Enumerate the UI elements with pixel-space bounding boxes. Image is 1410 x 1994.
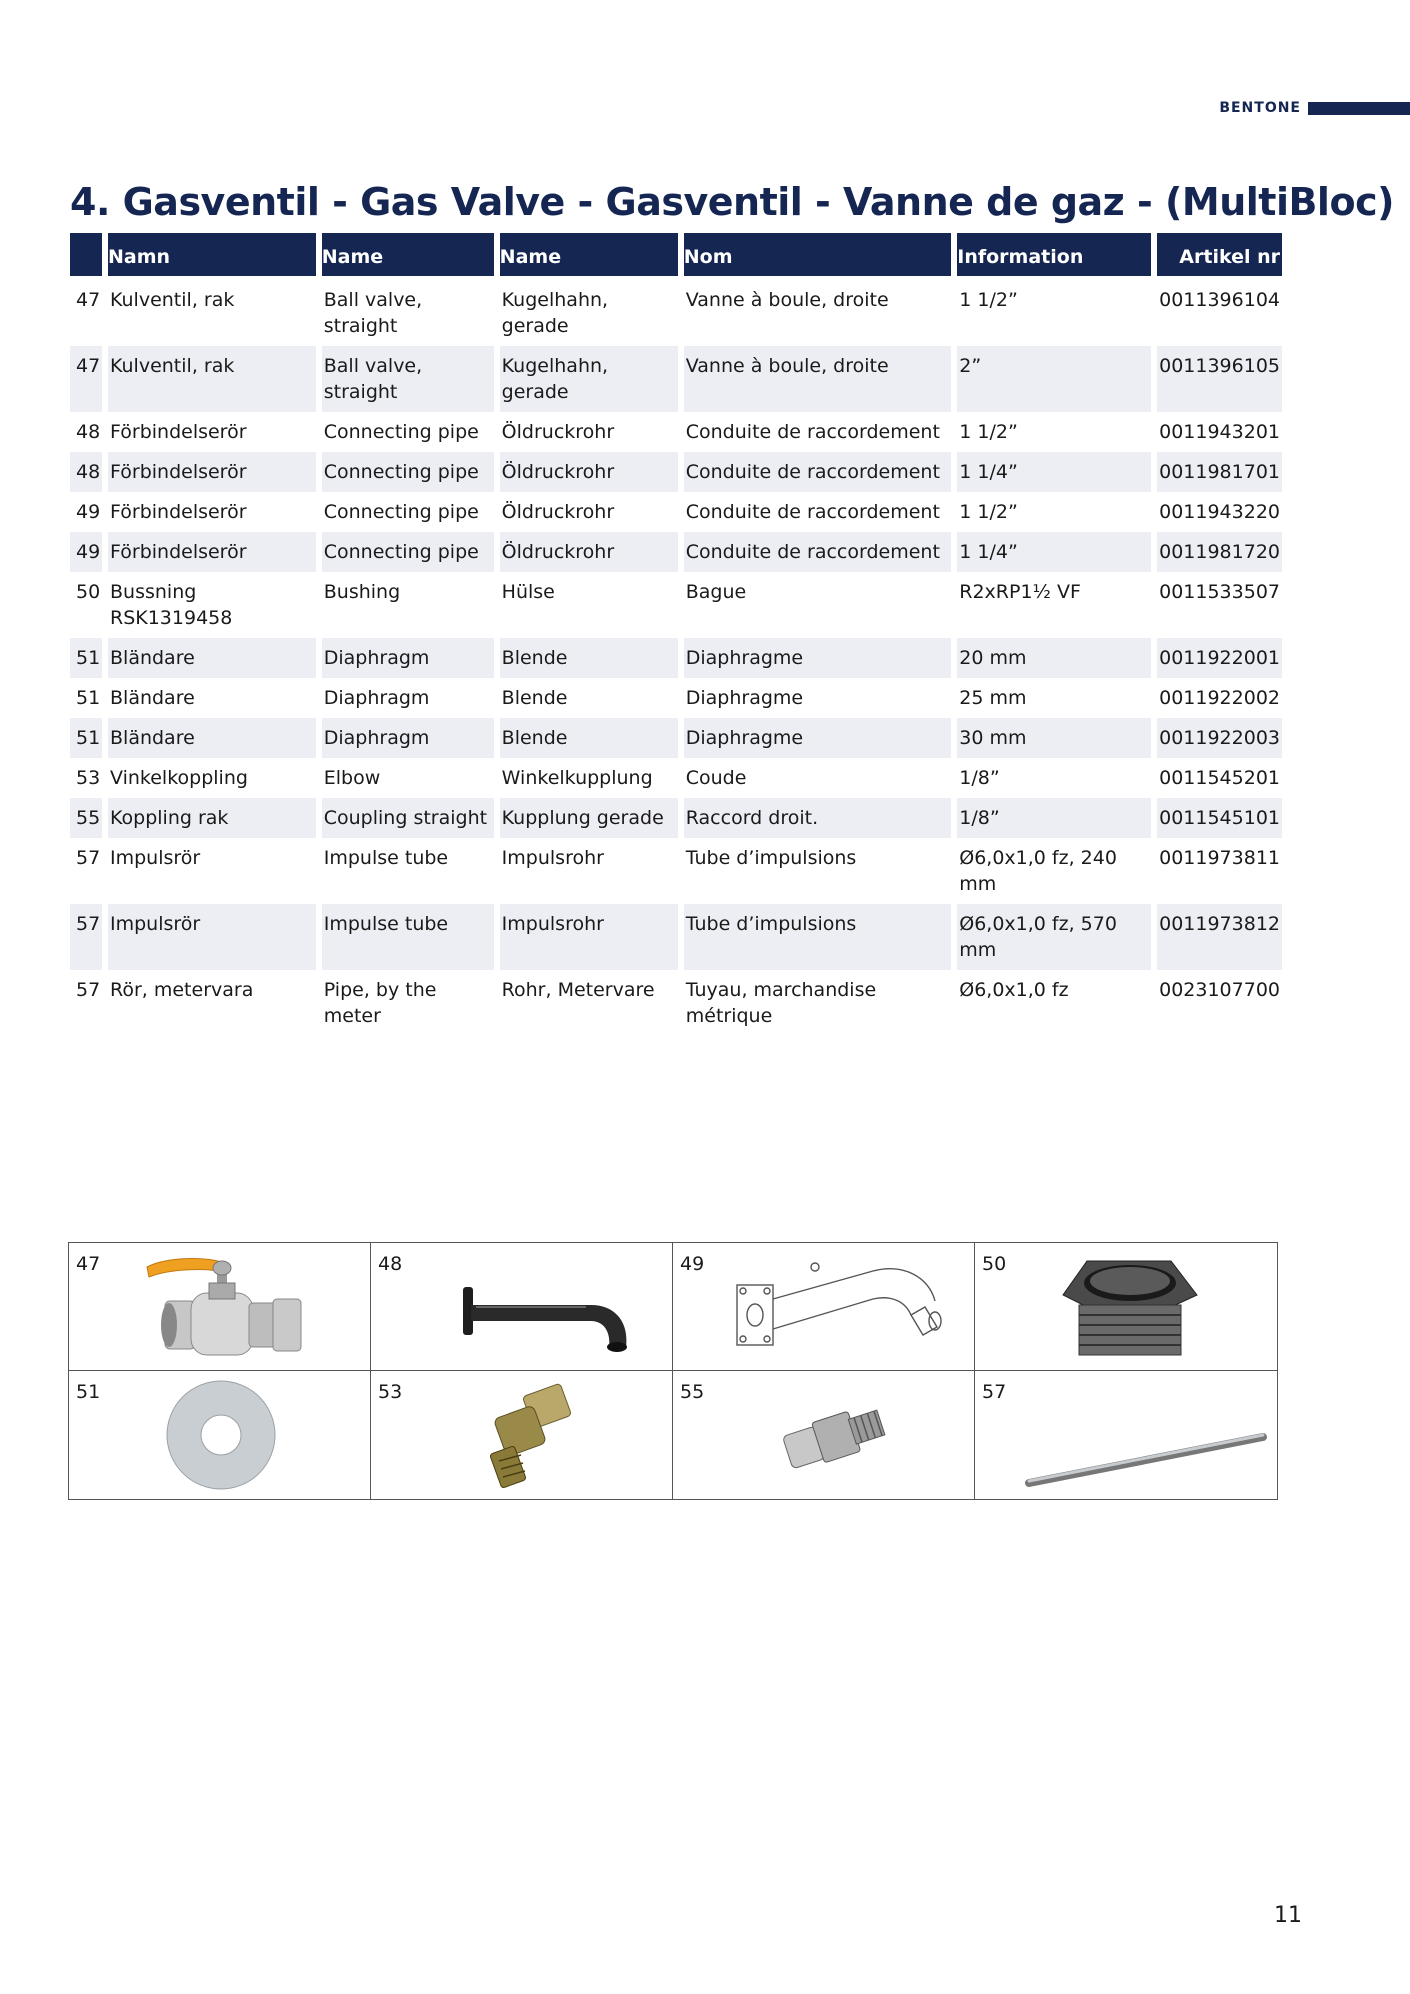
article-number-cell: 0011922002 — [1159, 687, 1280, 709]
information-cell: 1 1/4” — [957, 452, 1151, 492]
information-cell: 1 1/2” — [959, 289, 1018, 311]
namn-cell: Vinkelkoppling — [110, 767, 248, 789]
header-article-number: Artikel nr — [1157, 233, 1282, 276]
article-number-cell: 0011973811 — [1159, 847, 1280, 869]
name-de-cell: Blende — [501, 687, 568, 709]
row-number: 48 — [76, 421, 101, 443]
bushing-icon — [975, 1243, 1277, 1371]
row-number: 49 — [70, 532, 102, 572]
row-number: 51 — [70, 638, 102, 678]
article-number-cell: 0011922003 — [1157, 718, 1282, 758]
information-cell: Ø6,0x1,0 fz — [959, 979, 1069, 1001]
brand-name: BENTONE — [1219, 100, 1301, 116]
header-information: Information — [957, 233, 1151, 276]
table-row — [70, 798, 1282, 838]
image-cell-number: 55 — [680, 1381, 705, 1403]
row-number: 49 — [76, 501, 101, 523]
image-cell — [975, 1243, 1277, 1371]
name-de-cell: Blende — [500, 718, 678, 758]
nom-cell: Tuyau, marchandise métrique — [685, 979, 877, 1027]
table-row — [70, 678, 1282, 718]
table-row — [70, 838, 1282, 904]
image-cell — [371, 1371, 673, 1499]
article-number-cell: 0011943201 — [1159, 421, 1280, 443]
product-image-grid — [68, 1242, 1278, 1500]
article-number-cell: 0011396105 — [1157, 346, 1282, 412]
namn-cell: Bländare — [108, 718, 316, 758]
namn-cell: Bländare — [108, 638, 316, 678]
information-cell: Ø6,0x1,0 fz, 240 mm — [959, 847, 1117, 895]
information-cell: 25 mm — [959, 687, 1027, 709]
namn-cell: Kulventil, rak — [108, 346, 316, 412]
information-cell: 1/8” — [957, 798, 1151, 838]
namn-cell: Kulventil, rak — [110, 289, 235, 311]
article-number-cell: 0011533507 — [1159, 581, 1280, 603]
information-cell: 30 mm — [957, 718, 1151, 758]
image-cell-number: 48 — [378, 1253, 403, 1275]
name-en-cell: Connecting pipe — [323, 501, 479, 523]
name-de-cell: Hülse — [501, 581, 555, 603]
image-cell — [69, 1371, 371, 1499]
article-number-cell: 0023107700 — [1159, 979, 1280, 1001]
nom-cell: Bague — [685, 581, 747, 603]
table-row — [70, 572, 1282, 638]
image-cell-number: 53 — [378, 1381, 403, 1403]
article-number-cell: 0011973812 — [1157, 904, 1282, 970]
name-de-cell: Winkelkupplung — [501, 767, 653, 789]
table-row — [70, 412, 1282, 452]
image-cell — [69, 1243, 371, 1371]
name-en-cell: Diaphragm — [322, 638, 494, 678]
namn-cell: Förbindelserör — [110, 501, 247, 523]
name-de-cell: Kugelhahn, gerade — [500, 346, 678, 412]
nom-cell: Vanne à boule, droite — [684, 346, 952, 412]
namn-cell: Impulsrör — [110, 847, 201, 869]
nom-cell: Diaphragme — [684, 638, 952, 678]
impulse-tube-icon — [975, 1371, 1277, 1499]
table-row — [70, 492, 1282, 532]
article-number-cell: 0011981701 — [1157, 452, 1282, 492]
article-number-cell: 0011545201 — [1159, 767, 1280, 789]
name-en-cell: Pipe, by the meter — [323, 979, 437, 1027]
table-row — [70, 452, 1282, 492]
row-number: 47 — [76, 289, 101, 311]
image-cell — [975, 1371, 1277, 1499]
name-en-cell: Connecting pipe — [322, 532, 494, 572]
nom-cell: Coude — [685, 767, 747, 789]
image-cell — [673, 1371, 975, 1499]
row-number: 48 — [70, 452, 102, 492]
namn-cell: Impulsrör — [108, 904, 316, 970]
nom-cell: Diaphragme — [684, 718, 952, 758]
name-de-cell: Öldruckrohr — [501, 501, 615, 523]
page-number: 11 — [1274, 1903, 1302, 1928]
information-cell: 1 1/2” — [959, 501, 1018, 523]
table-row — [70, 346, 1282, 412]
row-number: 57 — [76, 979, 101, 1001]
image-cell-number: 57 — [982, 1381, 1007, 1403]
information-cell: 2” — [957, 346, 1151, 412]
elbow-fitting-icon — [371, 1371, 673, 1499]
header-nom: Nom — [684, 233, 952, 276]
table-row — [70, 904, 1282, 970]
row-number: 51 — [76, 687, 101, 709]
row-number: 55 — [70, 798, 102, 838]
name-de-cell: Blende — [500, 638, 678, 678]
nom-cell: Diaphragme — [685, 687, 804, 709]
table-row — [70, 638, 1282, 678]
nom-cell: Raccord droit. — [684, 798, 952, 838]
name-de-cell: Kugelhahn, gerade — [501, 289, 609, 337]
name-de-cell: Kupplung gerade — [500, 798, 678, 838]
row-number: 57 — [76, 847, 101, 869]
image-cell-number: 47 — [76, 1253, 101, 1275]
name-de-cell: Öldruckrohr — [501, 421, 615, 443]
row-number: 57 — [70, 904, 102, 970]
information-cell: 1 1/2” — [959, 421, 1018, 443]
information-cell: Ø6,0x1,0 fz, 570 mm — [957, 904, 1151, 970]
image-cell-number: 50 — [982, 1253, 1007, 1275]
nom-cell: Vanne à boule, droite — [685, 289, 889, 311]
nom-cell: Tube d’impulsions — [684, 904, 952, 970]
table-row — [70, 718, 1282, 758]
name-en-cell: Ball valve, straight — [323, 289, 423, 337]
nom-cell: Conduite de raccordement — [685, 421, 940, 443]
article-number-cell: 0011943220 — [1159, 501, 1280, 523]
image-cell-number: 51 — [76, 1381, 101, 1403]
article-number-cell: 0011545101 — [1157, 798, 1282, 838]
connecting-pipe-icon — [371, 1243, 673, 1371]
information-cell: 1 1/4” — [957, 532, 1151, 572]
namn-cell: Rör, metervara — [110, 979, 254, 1001]
name-en-cell: Bushing — [323, 581, 401, 603]
row-number: 53 — [76, 767, 101, 789]
page-title: 4. Gasventil - Gas Valve - Gasventil - Vanne de gaz - (MultiBloc) — [70, 180, 1394, 224]
image-cell-number: 49 — [680, 1253, 705, 1275]
header-number — [70, 233, 102, 276]
parts-table — [64, 233, 1288, 1036]
table-row — [70, 532, 1282, 572]
table-row — [70, 276, 1282, 346]
namn-cell: Förbindelserör — [110, 421, 247, 443]
image-cell — [673, 1243, 975, 1371]
name-de-cell: Impulsrohr — [501, 847, 604, 869]
name-en-cell: Connecting pipe — [323, 421, 479, 443]
name-de-cell: Rohr, Metervare — [501, 979, 655, 1001]
name-en-cell: Connecting pipe — [322, 452, 494, 492]
nom-cell: Conduite de raccordement — [684, 532, 952, 572]
diaphragm-washer-icon — [69, 1371, 371, 1499]
information-cell: R2xRP1½ VF — [959, 581, 1081, 603]
name-en-cell: Coupling straight — [322, 798, 494, 838]
namn-cell: Koppling rak — [108, 798, 316, 838]
name-en-cell: Impulse tube — [322, 904, 494, 970]
header-name-en: Name — [322, 233, 494, 276]
table-row — [70, 970, 1282, 1036]
image-cell — [371, 1243, 673, 1371]
parts-table-body — [70, 276, 1282, 1036]
table-header-row — [70, 233, 1282, 276]
name-en-cell: Elbow — [323, 767, 381, 789]
table-row — [70, 758, 1282, 798]
name-de-cell: Impulsrohr — [500, 904, 678, 970]
header-name-de: Name — [500, 233, 678, 276]
name-de-cell: Öldruckrohr — [500, 532, 678, 572]
article-number-cell: 0011922001 — [1157, 638, 1282, 678]
ball-valve-icon — [69, 1243, 371, 1371]
namn-cell: Förbindelserör — [108, 532, 316, 572]
information-cell: 1/8” — [959, 767, 1000, 789]
nom-cell: Conduite de raccordement — [684, 452, 952, 492]
name-en-cell: Diaphragm — [323, 687, 430, 709]
straight-coupling-icon — [673, 1371, 975, 1499]
article-number-cell: 0011981720 — [1157, 532, 1282, 572]
article-number-cell: 0011396104 — [1159, 289, 1280, 311]
nom-cell: Tube d’impulsions — [685, 847, 857, 869]
row-number: 47 — [70, 346, 102, 412]
namn-cell: Bländare — [110, 687, 195, 709]
name-en-cell: Ball valve, straight — [322, 346, 494, 412]
connecting-pipe-flange-icon — [673, 1243, 975, 1371]
row-number: 51 — [70, 718, 102, 758]
name-en-cell: Impulse tube — [323, 847, 449, 869]
brand-bar — [1308, 102, 1410, 115]
brand-header — [1219, 100, 1410, 116]
name-de-cell: Öldruckrohr — [500, 452, 678, 492]
name-en-cell: Diaphragm — [322, 718, 494, 758]
namn-cell: Bussning RSK1319458 — [110, 581, 233, 629]
nom-cell: Conduite de raccordement — [685, 501, 940, 523]
information-cell: 20 mm — [957, 638, 1151, 678]
namn-cell: Förbindelserör — [108, 452, 316, 492]
header-namn: Namn — [108, 233, 316, 276]
row-number: 50 — [76, 581, 101, 603]
